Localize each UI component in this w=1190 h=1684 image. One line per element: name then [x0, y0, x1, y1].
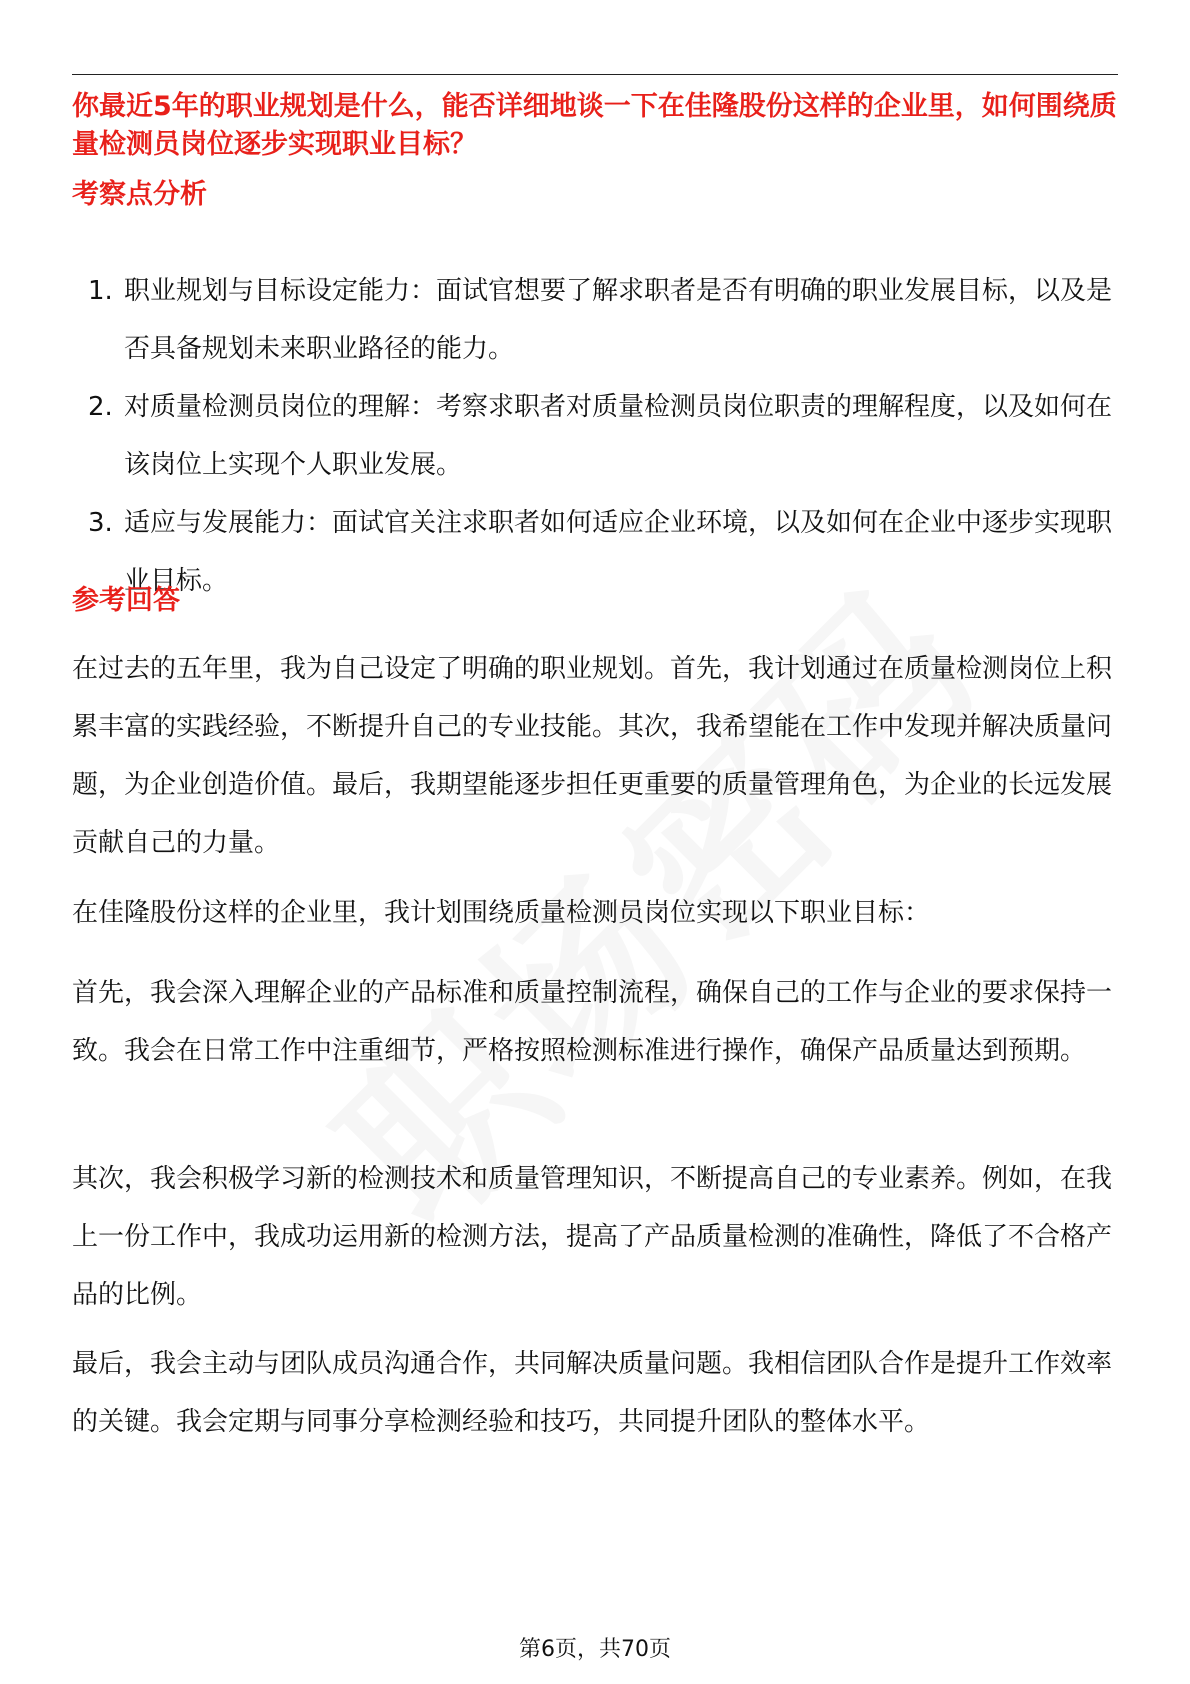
- analysis-item: [72, 262, 1122, 378]
- analysis-item-text: 对质量检测员岗位的理解：考察求职者对质量检测员岗位职责的理解程度，以及如何在该岗位上实现个人职业发展。: [124, 392, 1113, 480]
- answer-paragraph: 最后，我会主动与团队成员沟通合作，共同解决质量问题。我相信团队合作是提升工作效率的关键。我会定期与同事分享检测经验和技巧，共同提升团队的整体水平。: [72, 1349, 1113, 1437]
- analysis-heading: 考察点分析: [72, 179, 207, 210]
- answer-paragraph: 在佳隆股份这样的企业里，我计划围绕质量检测员岗位实现以下职业目标：: [72, 898, 931, 928]
- analysis-item-number: 2.: [88, 392, 113, 422]
- analysis-list: [72, 262, 1122, 610]
- analysis-item-text: 职业规划与目标设定能力：面试官想要了解求职者是否有明确的职业发展目标，以及是否具备规划未来职业路径的能力。: [124, 276, 1113, 364]
- answer-paragraph: 其次，我会积极学习新的检测技术和质量管理知识，不断提高自己的专业素养。例如，在我上一份工作中，我成功运用新的检测方法，提高了产品质量检测的准确性，降低了不合格产品的比例。: [72, 1164, 1113, 1310]
- analysis-item: [72, 378, 1122, 494]
- analysis-item-number: 1.: [88, 276, 113, 306]
- top-divider: [72, 74, 1118, 75]
- analysis-item: [72, 494, 1122, 610]
- page-number-footer: 第6页，共70页: [519, 1637, 671, 1662]
- answer-paragraph: 首先，我会深入理解企业的产品标准和质量控制流程，确保自己的工作与企业的要求保持一致。我会在日常工作中注重细节，严格按照检测标准进行操作，确保产品质量达到预期。: [72, 978, 1113, 1066]
- analysis-item-number: 3.: [88, 508, 113, 538]
- answer-paragraph: 在过去的五年里，我为自己设定了明确的职业规划。首先，我计划通过在质量检测岗位上积累丰富的实践经验，不断提升自己的专业技能。其次，我希望能在工作中发现并解决质量问题，为企业创造价值。最后，我期望能逐步担任更重要的质量管理角色，为企业的长远发展贡献自己的力量。: [72, 654, 1113, 858]
- question-title: 你最近5年的职业规划是什么，能否详细地谈一下在佳隆股份这样的企业里，如何围绕质量检测员岗位逐步实现职业目标？: [72, 91, 1117, 160]
- analysis-item-text: 适应与发展能力：面试官关注求职者如何适应企业环境，以及如何在企业中逐步实现职业目标。: [124, 508, 1113, 596]
- answer-heading: 参考回答: [72, 585, 180, 616]
